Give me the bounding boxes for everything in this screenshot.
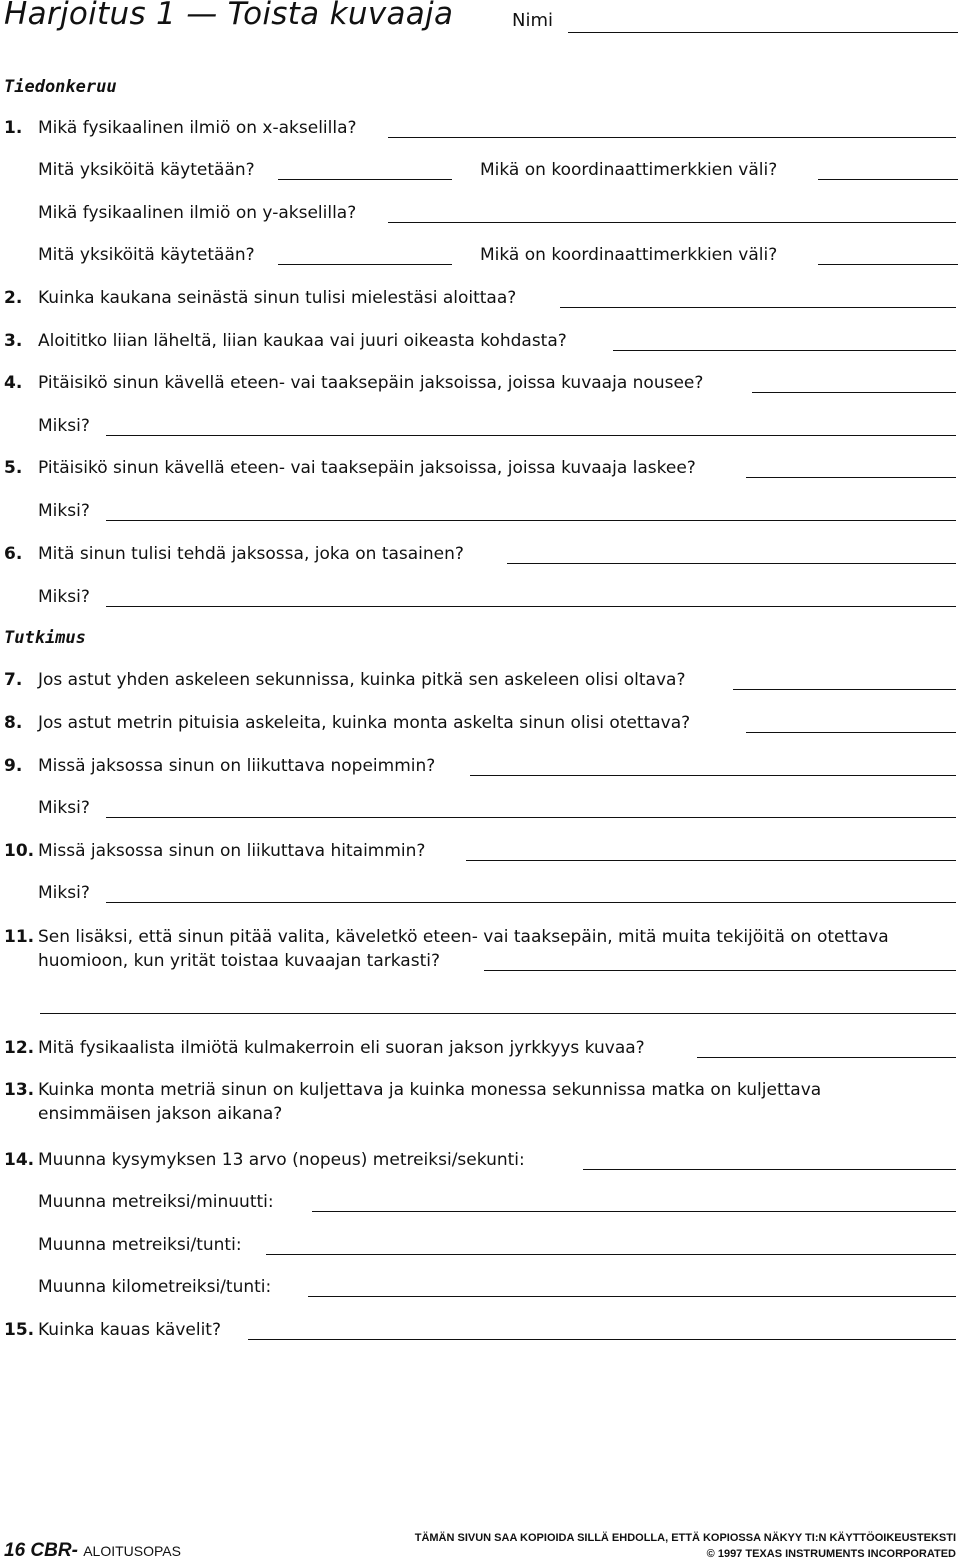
question-8-row — [0, 713, 960, 743]
question-text: Muunna kilometreiksi/tunti: — [38, 1277, 272, 1297]
question-1-units-y-row — [0, 245, 960, 275]
question-text: Mitä yksiköitä käytetään? — [38, 245, 255, 265]
answer-line[interactable] — [818, 264, 958, 265]
question-6-why-row — [0, 587, 960, 617]
question-text: Muunna kysymyksen 13 arvo (nopeus) metreiksi/sekunti: — [38, 1150, 525, 1170]
book-name: ALOITUSOPAS — [83, 1543, 181, 1559]
answer-line[interactable] — [733, 689, 956, 690]
question-12-row — [0, 1038, 960, 1068]
question-number: 6. — [4, 544, 23, 564]
question-number: 13. — [4, 1080, 35, 1100]
answer-line[interactable] — [106, 902, 956, 903]
why-label: Miksi? — [38, 501, 90, 521]
question-text: Jos astut yhden askeleen sekunnissa, kuinka pitkä sen askeleen olisi oltava? — [38, 670, 686, 690]
question-text: Muunna metreiksi/minuutti: — [38, 1192, 274, 1212]
question-number: 2. — [4, 288, 23, 308]
answer-line[interactable] — [106, 817, 956, 818]
question-text: Mitä sinun tulisi tehdä jaksossa, joka on tasainen? — [38, 544, 464, 564]
question-text: Sen lisäksi, että sinun pitää valita, käveletkö eteen- vai taaksepäin, mitä muita tekijöitä on otettava — [38, 927, 889, 947]
answer-line[interactable] — [312, 1211, 956, 1212]
question-text: Kuinka kaukana seinästä sinun tulisi mielestäsi aloittaa? — [38, 288, 517, 308]
answer-line[interactable] — [308, 1296, 956, 1297]
question-number: 12. — [4, 1038, 35, 1058]
question-7-row — [0, 670, 960, 700]
question-1-units-x-row — [0, 160, 960, 190]
question-11-cont-row — [0, 951, 960, 981]
question-text: Kuinka monta metriä sinun on kuljettava ja kuinka monessa sekunnissa matka on kuljettava — [38, 1080, 822, 1100]
question-10-row — [0, 841, 960, 871]
answer-line[interactable] — [583, 1169, 956, 1170]
why-label: Miksi? — [38, 587, 90, 607]
question-text: Pitäisikö sinun kävellä eteen- vai taaksepäin jaksoissa, joissa kuvaaja nousee? — [38, 373, 704, 393]
section-data-collection: Tiedonkeruu — [4, 77, 117, 97]
question-text: Mikä on koordinaattimerkkien väli? — [480, 245, 778, 265]
answer-line[interactable] — [470, 775, 956, 776]
question-15-row — [0, 1320, 960, 1350]
answer-line[interactable] — [484, 970, 956, 971]
answer-line[interactable] — [752, 392, 956, 393]
question-number: 15. — [4, 1320, 35, 1340]
question-10-why-row — [0, 883, 960, 913]
answer-line[interactable] — [388, 222, 956, 223]
question-5-row — [0, 458, 960, 488]
question-text: Kuinka kauas kävelit? — [38, 1320, 221, 1340]
answer-line[interactable] — [106, 606, 956, 607]
question-text: Jos astut metrin pituisia askeleita, kuinka monta askelta sinun olisi otettava? — [38, 713, 691, 733]
answer-line[interactable] — [466, 860, 956, 861]
answer-line[interactable] — [248, 1339, 956, 1340]
question-text: Pitäisikö sinun kävellä eteen- vai taaksepäin jaksoissa, joissa kuvaaja laskee? — [38, 458, 696, 478]
question-number: 9. — [4, 756, 23, 776]
answer-line[interactable] — [507, 563, 956, 564]
answer-line[interactable] — [613, 350, 956, 351]
question-number: 14. — [4, 1150, 35, 1170]
question-14-hour-row — [0, 1235, 960, 1265]
question-text: Mitä fysikaalista ilmiötä kulmakerroin eli suoran jakson jyrkkyys kuvaa? — [38, 1038, 645, 1058]
answer-line[interactable] — [278, 179, 452, 180]
question-number: 3. — [4, 331, 23, 351]
answer-line[interactable] — [388, 137, 956, 138]
question-text: huomioon, kun yrität toistaa kuvaajan tarkasti? — [38, 951, 440, 971]
footer-book-info — [4, 1540, 181, 1562]
question-text: Mikä fysikaalinen ilmiö on x-akselilla? — [38, 118, 357, 138]
question-number: 5. — [4, 458, 23, 478]
question-14-kmh-row — [0, 1277, 960, 1307]
answer-line[interactable] — [106, 435, 956, 436]
why-label: Miksi? — [38, 416, 90, 436]
question-6-row — [0, 544, 960, 574]
question-9-row — [0, 756, 960, 786]
name-label: Nimi — [512, 10, 554, 31]
question-13-cont-row — [0, 1104, 960, 1134]
question-text: Muunna metreiksi/tunti: — [38, 1235, 242, 1255]
why-label: Miksi? — [38, 798, 90, 818]
page-number: 16 — [4, 1540, 26, 1561]
question-1-row — [0, 118, 960, 148]
answer-line[interactable] — [746, 732, 956, 733]
question-4-why-row — [0, 416, 960, 446]
question-14-minute-row — [0, 1192, 960, 1222]
answer-line[interactable] — [278, 264, 452, 265]
question-5-why-row — [0, 501, 960, 531]
question-text: Missä jaksossa sinun on liikuttava nopeimmin? — [38, 756, 436, 776]
question-text: Missä jaksossa sinun on liikuttava hitaimmin? — [38, 841, 426, 861]
answer-line[interactable] — [560, 307, 956, 308]
section-investigation: Tutkimus — [4, 628, 86, 648]
question-number: 8. — [4, 713, 23, 733]
question-number: 10. — [4, 841, 35, 861]
answer-line[interactable] — [818, 179, 958, 180]
footer-copyright — [415, 1530, 956, 1562]
question-9-why-row — [0, 798, 960, 828]
question-number: 4. — [4, 373, 23, 393]
question-number: 1. — [4, 118, 23, 138]
question-text: Mikä fysikaalinen ilmiö on y-akselilla? — [38, 203, 357, 223]
question-text: Mikä on koordinaattimerkkien väli? — [480, 160, 778, 180]
copy-permission-text: TÄMÄN SIVUN SAA KOPIOIDA SILLÄ EHDOLLA, ETTÄ KOPIOSSA NÄKYY TI:N KÄYTTÖOIKEUSTEKSTI — [414, 1532, 956, 1544]
why-label: Miksi? — [38, 883, 90, 903]
question-4-row — [0, 373, 960, 403]
question-2-row — [0, 288, 960, 318]
question-14-row — [0, 1150, 960, 1180]
name-answer-line[interactable] — [568, 32, 958, 33]
question-text: ensimmäisen jakson aikana? — [38, 1104, 283, 1124]
question-1-y-row — [0, 203, 960, 233]
question-number: 7. — [4, 670, 23, 690]
question-3-row — [0, 331, 960, 361]
answer-line[interactable] — [266, 1254, 956, 1255]
answer-line[interactable] — [746, 477, 956, 478]
question-text: Mitä yksiköitä käytetään? — [38, 160, 255, 180]
page-title: Harjoitus 1 — Toista kuvaaja — [4, 0, 454, 32]
question-text: Aloititko liian läheltä, liian kaukaa vai juuri oikeasta kohdasta? — [38, 331, 567, 351]
answer-line[interactable] — [40, 1013, 956, 1014]
copyright-text: © 1997 TEXAS INSTRUMENTS INCORPORATED — [706, 1548, 956, 1560]
book-code: CBR- — [30, 1540, 78, 1561]
answer-line[interactable] — [697, 1057, 956, 1058]
answer-line[interactable] — [106, 520, 956, 521]
question-number: 11. — [4, 927, 35, 947]
question-11-extra-row — [0, 994, 960, 1024]
